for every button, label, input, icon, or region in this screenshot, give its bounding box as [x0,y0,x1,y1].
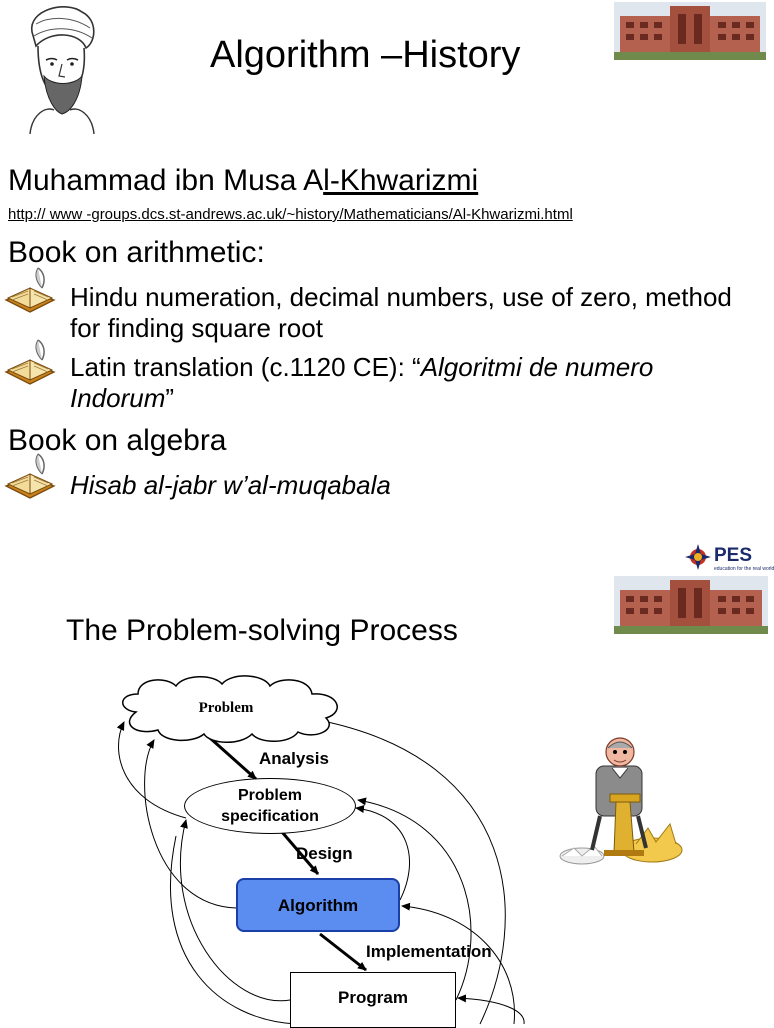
professor-icon [552,732,692,868]
history-link[interactable]: http:// www -groups.dcs.st-andrews.ac.uk/~history/Mathematicians/Al-Khwarizmi.html [8,206,573,223]
program-label: Program [338,988,408,1007]
algorithm-label: Algorithm [277,895,359,915]
slide-2-title: The Problem-solving Process [66,614,458,647]
pes-logo-text: PES [714,545,753,566]
latin-suffix: ” [165,383,175,413]
slide-title: Algorithm –History [210,34,521,76]
label-implementation: Implementation [366,942,492,961]
name-underlined: l-Khwarizmi [323,164,479,197]
arrow-analysis [210,738,256,779]
bullet-hindu-numeration: Hindu numeration, decimal numbers, use of zero, method for finding square root [70,282,732,343]
label-analysis: Analysis [259,749,329,768]
latin-prefix: Latin translation (c.1120 CE): “ [70,352,421,382]
bullet-hisab-al-jabr: Hisab al-jabr w’al-muqabala [70,470,391,500]
label-design: Design [296,844,353,863]
node-algorithm [236,878,400,932]
heading-arithmetic: Book on arithmetic: [8,236,265,269]
latin-book-title: Algoritmi de numero Indorum [70,352,654,413]
node-problem-specification [184,778,356,834]
spec-line-2: specification [221,808,319,825]
node-program [290,972,456,1028]
name-prefix: Muhammad ibn Musa A [8,164,324,197]
node-problem: Problem [198,700,254,716]
arrow-implementation [320,934,366,970]
pes-logo-tagline: education for the real world [714,566,774,572]
heading-algebra: Book on algebra [8,424,227,457]
spec-line-1: Problem [237,787,302,804]
